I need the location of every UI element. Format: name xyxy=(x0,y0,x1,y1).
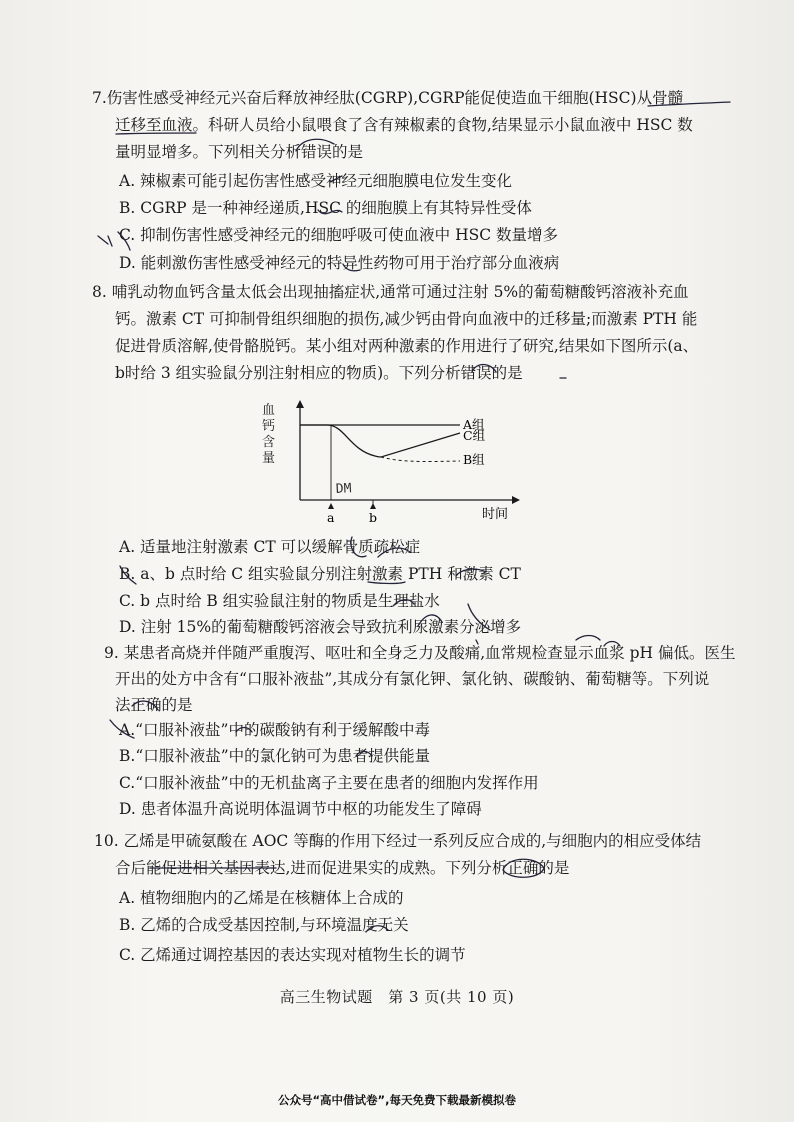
ylabel-char-1: 血 xyxy=(262,403,276,418)
series-b-line xyxy=(381,457,460,462)
page-footer: 高三生物试题 第 3 页(共 10 页) xyxy=(279,988,515,1006)
legend-c: C组 xyxy=(463,428,486,443)
y-axis-label xyxy=(262,403,275,466)
ylabel-char-3: 含 xyxy=(262,435,276,450)
ylabel-char-4: 量 xyxy=(262,451,276,466)
q9-option-d: D. 患者体温升高说明体温调节中枢的功能发生了障碍 xyxy=(119,800,482,818)
marker-a-arrow xyxy=(328,503,334,509)
q7-stem-line2: 迁移至血液。科研人员给小鼠喂食了含有辣椒素的食物,结果显示小鼠血液中 HSC 数 xyxy=(115,116,693,134)
q7-stem-line3: 量明显增多。下列相关分析错误的是 xyxy=(115,143,364,161)
q9-option-b: B.“口服补液盐”中的氯化钠可为患者提供能量 xyxy=(119,747,431,765)
watermark-note: 公众号“高中借试卷”,每天免费下载最新模拟卷 xyxy=(278,1093,516,1107)
y-axis-arrow xyxy=(296,400,304,408)
q8-option-d: D. 注射 15%的葡萄糖酸钙溶液会导致抗利尿激素分泌增多 xyxy=(119,618,522,636)
q8-option-a: A. 适量地注射激素 CT 可以缓解骨质疏松症 xyxy=(119,538,421,556)
q9-option-a: A.“口服补液盐”中的碳酸钠有利于缓解酸中毒 xyxy=(119,721,430,739)
q10-option-c: C. 乙烯通过调控基因的表达实现对植物生长的调节 xyxy=(119,946,466,964)
ylabel-char-2: 钙 xyxy=(262,419,276,434)
x-axis-arrow xyxy=(512,496,520,504)
q8-stem-line3: 促进骨质溶解,使骨骼脱钙。某小组对两种激素的作用进行了研究,结果如下图所示(a、 xyxy=(115,337,699,355)
q8-option-b: B. a、b 点时给 C 组实验鼠分别注射激素 PTH 和激素 CT xyxy=(119,565,521,583)
q7-option-c: C. 抑制伤害性感受神经元的细胞呼吸可使血液中 HSC 数量增多 xyxy=(119,226,559,244)
q8-stem-line2: 钙。激素 CT 可抑制骨组织细胞的损伤,减少钙由骨向血液中的迁移量;而激素 PTH 能 xyxy=(115,310,698,328)
q8-option-c: C. b 点时给 B 组实验鼠注射的物质是生理盐水 xyxy=(119,592,440,610)
marker-b-arrow xyxy=(370,503,376,509)
handwritten-mark: DM xyxy=(335,481,352,497)
legend-b: B组 xyxy=(463,452,485,467)
q9-stem-line3: 法正确的是 xyxy=(115,696,193,714)
q10-stem-line1: 10. 乙烯是甲硫氨酸在 AOC 等酶的作用下经过一系列反应合成的,与细胞内的相应受体结 xyxy=(94,832,702,850)
q7-option-d: D. 能刺激伤害性感受神经元的特异性药物可用于治疗部分血液病 xyxy=(119,254,560,272)
q7-option-b: B. CGRP 是一种神经递质,HSC 的细胞膜上有其特异性受体 xyxy=(119,199,532,217)
blood-calcium-chart xyxy=(250,400,550,532)
q8-stem-line4: b时给 3 组实验鼠分别注射相应的物质)。下列分析错误的是 xyxy=(115,364,523,382)
q10-stem-line2: 合后能促进相关基因表达,进而促进果实的成熟。下列分析正确的是 xyxy=(115,859,570,877)
q10-option-b: B. 乙烯的合成受基因控制,与环境温度无关 xyxy=(119,916,409,934)
q9-stem-line1: 9. 某患者高烧并伴随严重腹泻、呕吐和全身乏力及酸痛,血常规检查显示血浆 pH 偏低。医生 xyxy=(104,644,736,662)
series-c-line xyxy=(300,425,460,457)
x-marker-b: b xyxy=(369,510,378,525)
q7-stem-line1: 7.伤害性感受神经元兴奋后释放神经肽(CGRP),CGRP能促使造血干细胞(HSC)从骨髓 xyxy=(92,89,684,107)
q8-stem-line1: 8. 哺乳动物血钙含量太低会出现抽搐症状,通常可通过注射 5%的葡萄糖酸钙溶液补充血 xyxy=(92,283,689,301)
q10-option-a: A. 植物细胞内的乙烯是在核糖体上合成的 xyxy=(119,889,404,907)
q9-option-c: C.“口服补液盐”中的无机盐离子主要在患者的细胞内发挥作用 xyxy=(119,774,539,792)
legend-a: A组 xyxy=(463,417,485,432)
q7-option-a: A. 辣椒素可能引起伤害性感受神经元细胞膜电位发生变化 xyxy=(119,172,513,190)
x-axis-label: 时间 xyxy=(482,507,509,522)
x-marker-a: a xyxy=(327,510,335,525)
q9-stem-line2: 开出的处方中含有“口服补液盐”,其成分有氯化钾、氯化钠、碳酸钠、葡萄糖等。下列说 xyxy=(115,670,710,688)
